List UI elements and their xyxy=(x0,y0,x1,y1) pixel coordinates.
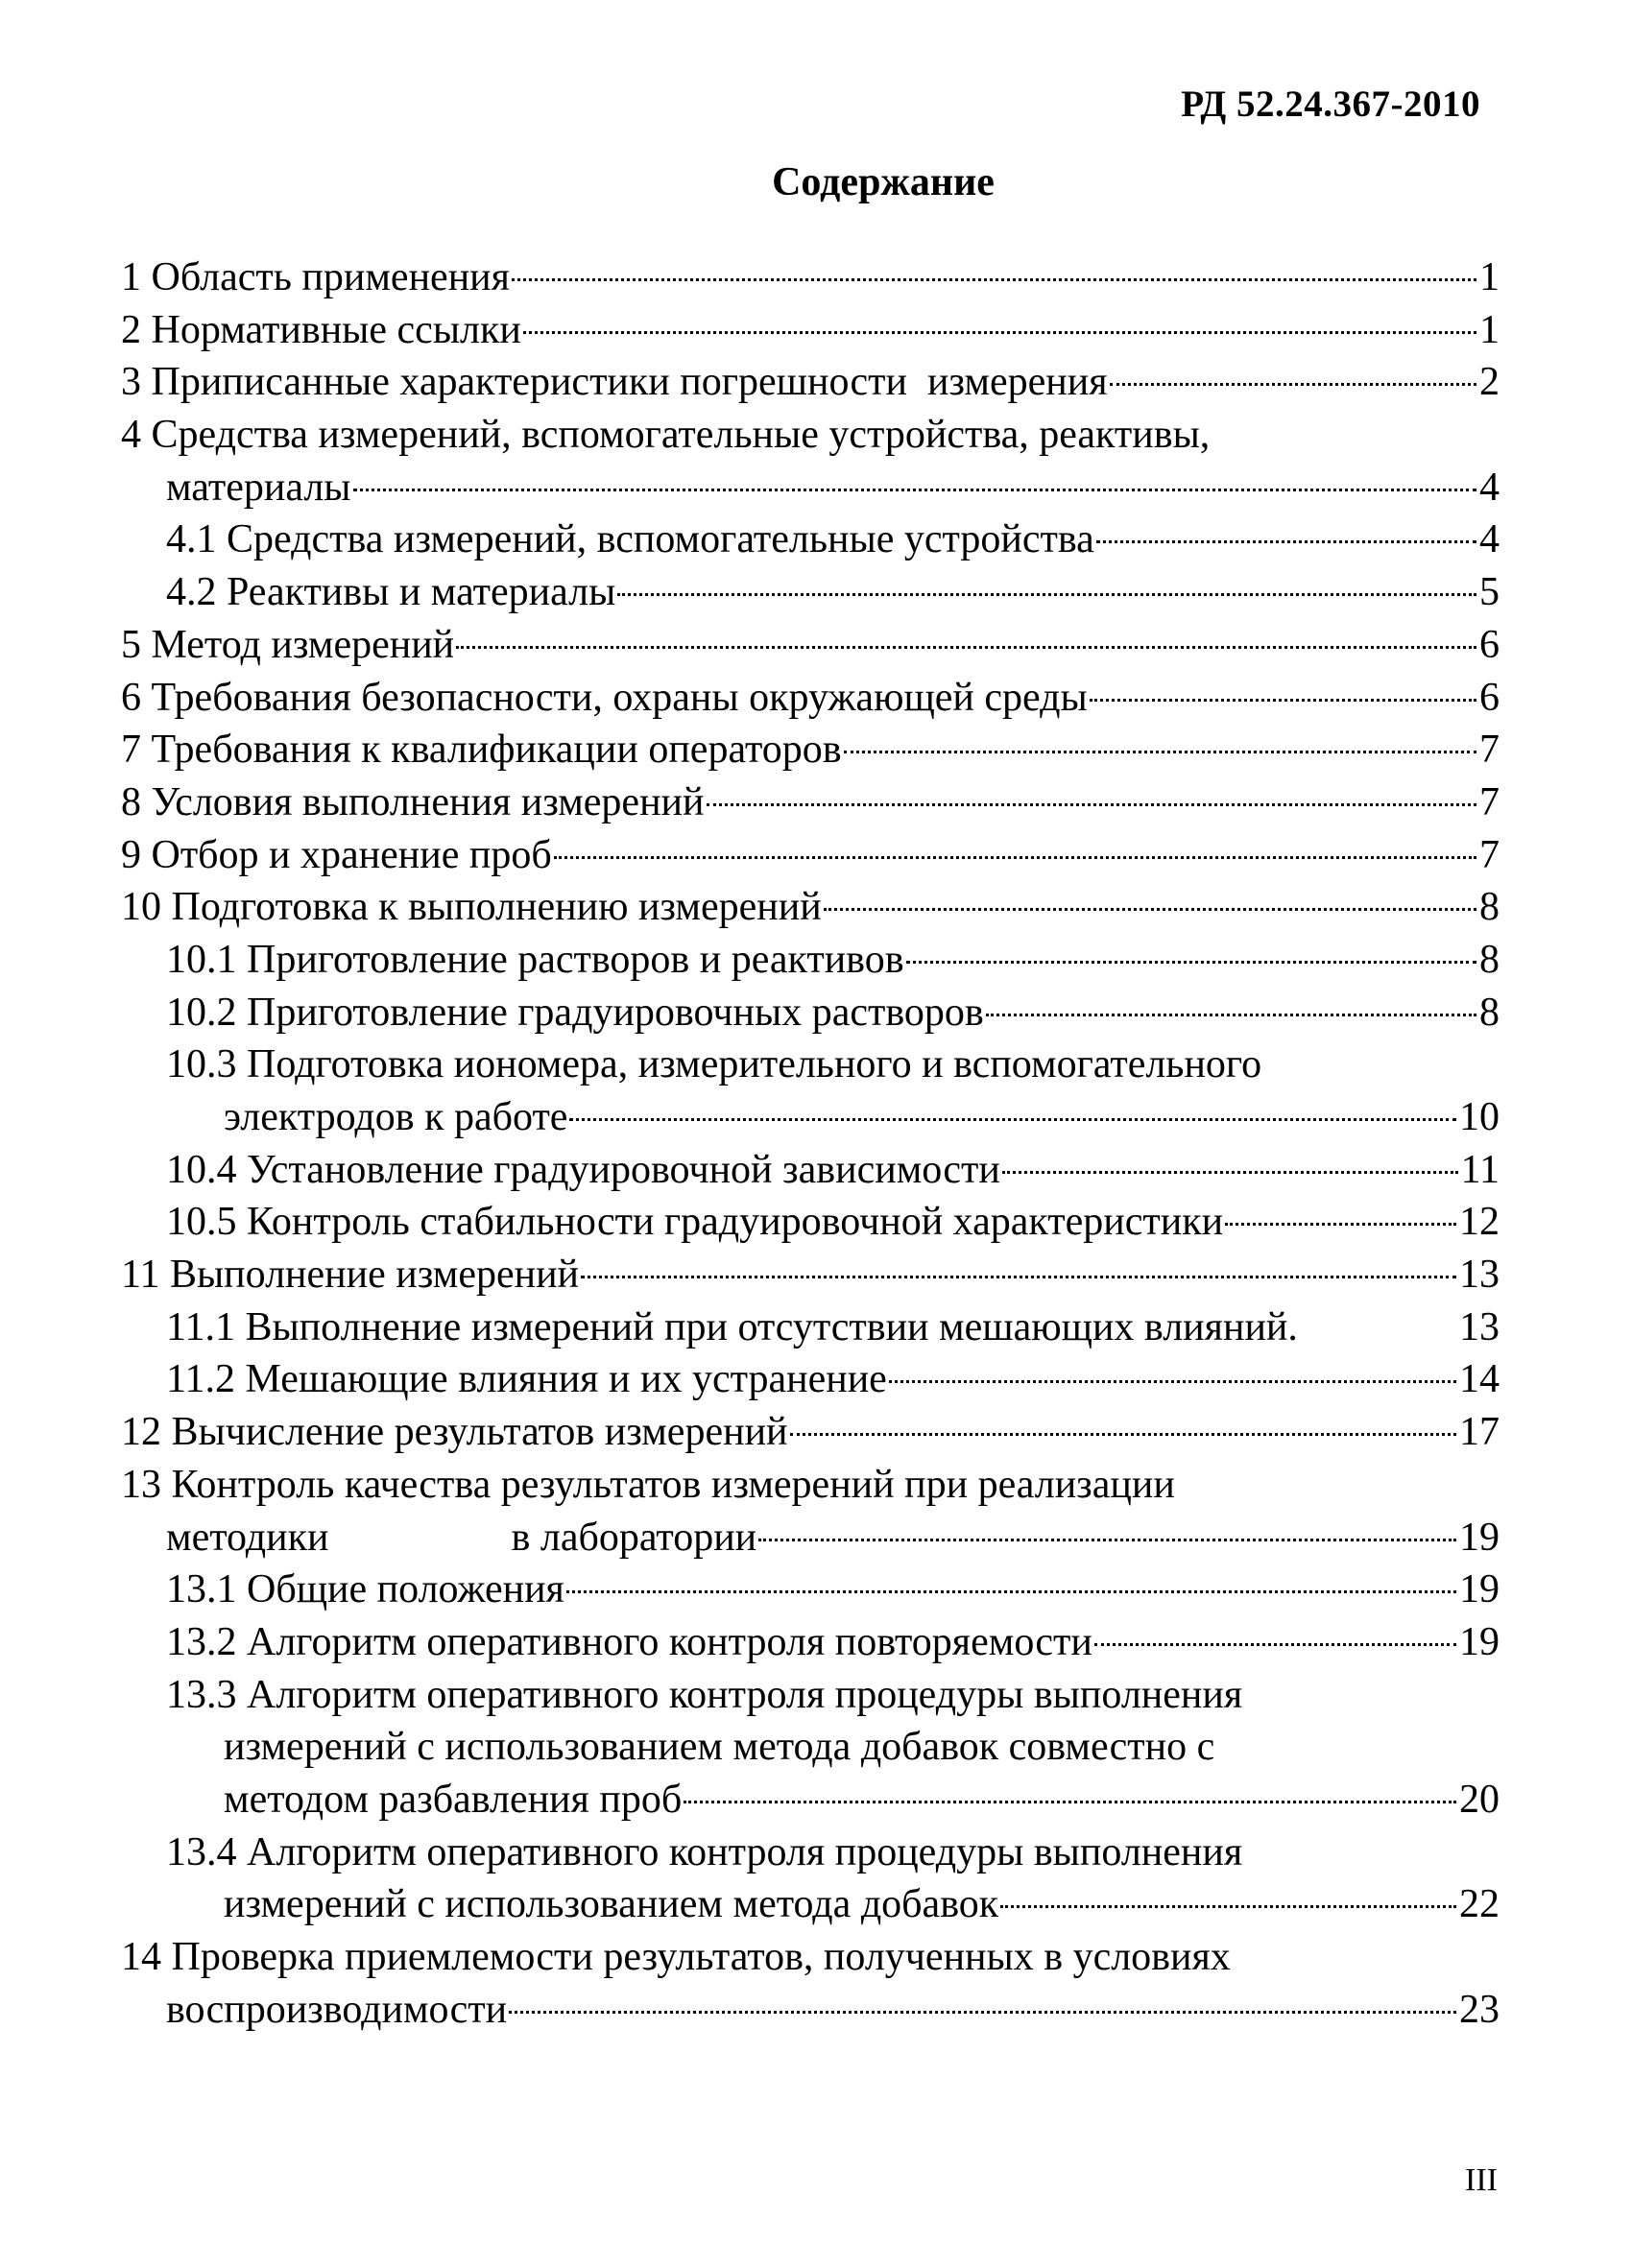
toc-page-number: 14 xyxy=(1459,1357,1500,1402)
toc-entry-text: 3 Приписанные характеристики погрешности измерения xyxy=(121,360,1108,405)
toc-entry[interactable] xyxy=(121,1406,1500,1459)
toc-title: Содержание xyxy=(772,160,995,204)
toc-entry-text: 4.2 Реактивы и материалы xyxy=(166,570,616,615)
toc-subentry[interactable] xyxy=(121,1039,1500,1091)
toc-subentry[interactable] xyxy=(121,1616,1500,1669)
toc-entry-text: измерений с использованием метода добавок совместно с xyxy=(224,1725,1215,1770)
toc-subentry[interactable] xyxy=(121,987,1500,1039)
toc-dot-leader xyxy=(1000,1905,1456,1908)
toc-entry-continuation[interactable] xyxy=(121,462,1500,514)
toc-page-number: 20 xyxy=(1459,1777,1500,1822)
toc-page-number: 10 xyxy=(1459,1095,1500,1139)
toc-dot-leader xyxy=(790,1433,1456,1436)
toc-dot-leader xyxy=(758,1539,1456,1541)
toc-entry-text: 4.1 Средства измерений, вспомогательные устройства xyxy=(166,517,1094,562)
toc-entry[interactable] xyxy=(121,1249,1500,1301)
toc-entry[interactable] xyxy=(121,829,1500,882)
toc-page-number: 13 xyxy=(1459,1253,1500,1298)
toc-subentry[interactable] xyxy=(121,934,1500,987)
toc-dot-leader xyxy=(566,1590,1456,1593)
toc-entry-text: 10.2 Приготовление градуировочных растворов xyxy=(166,990,984,1035)
toc-page-number: 8 xyxy=(1479,885,1500,930)
toc-entry[interactable] xyxy=(121,619,1500,672)
toc-dot-leader xyxy=(1090,699,1476,702)
toc-subentry-continuation[interactable] xyxy=(121,1721,1500,1774)
toc-entry-text: 11.2 Мешающие влияния и их устранение xyxy=(166,1357,887,1402)
toc-entry-continuation[interactable] xyxy=(121,1984,1500,2037)
toc-subentry[interactable] xyxy=(121,1301,1500,1354)
toc-dot-leader xyxy=(581,1276,1456,1278)
toc-page-number: 7 xyxy=(1479,728,1500,773)
toc-entry-text: электродов к работе xyxy=(224,1095,568,1139)
toc-entry-text: 10 Подготовка к выполнению измерений xyxy=(121,885,822,930)
toc-entry-text: 13.4 Алгоритм оперативного контроля процедуры выполнения xyxy=(166,1829,1243,1874)
toc-entry-text-tail: в лаборатории xyxy=(511,1515,757,1560)
toc-page-number: 6 xyxy=(1479,675,1500,720)
toc-entry-text: 10.4 Установление градуировочной зависимости xyxy=(166,1147,1000,1192)
toc-entry[interactable] xyxy=(121,672,1500,725)
toc-entry-text: 11 Выполнение измерений xyxy=(121,1253,580,1298)
toc-page-number: 1 xyxy=(1479,255,1500,299)
toc-page-number: 12 xyxy=(1459,1200,1500,1245)
toc-entry[interactable] xyxy=(121,304,1500,357)
toc-entry-text: 8 Условия выполнения измерений xyxy=(121,779,705,824)
toc-entry-text: 13.2 Алгоритм оперативного контроля повторяемости xyxy=(166,1619,1092,1664)
toc-entry[interactable] xyxy=(121,881,1500,934)
toc-entry-text: 2 Нормативные ссылки xyxy=(121,307,521,352)
toc-page-number: 2 xyxy=(1479,360,1500,405)
toc-entry-text: 9 Отбор и хранение проб xyxy=(121,832,552,877)
toc-page-number: 6 xyxy=(1479,622,1500,667)
toc-dot-leader xyxy=(569,1118,1456,1121)
toc-entry[interactable] xyxy=(121,1459,1500,1512)
toc-subentry[interactable] xyxy=(121,1144,1500,1197)
toc-dot-leader xyxy=(986,1014,1476,1016)
toc-entry-text: 10.1 Приготовление растворов и реактивов xyxy=(166,937,904,982)
toc-entry-text: 10.3 Подготовка иономера, измерительного и вспомогательного xyxy=(166,1042,1262,1087)
toc-page-number: 8 xyxy=(1479,937,1500,982)
toc-entry-text: методики xyxy=(166,1515,329,1560)
toc-page-number: 19 xyxy=(1459,1515,1500,1560)
toc-dot-leader xyxy=(889,1380,1456,1383)
toc-dot-leader xyxy=(824,908,1476,911)
toc-page-number: 13 xyxy=(1459,1304,1500,1349)
toc-entry-text: 6 Требования безопасности, охраны окружающей среды xyxy=(121,675,1088,720)
toc-page-number: 22 xyxy=(1459,1882,1500,1927)
document-code: РД 52.24.367-2010 xyxy=(1181,84,1480,125)
toc-subentry[interactable] xyxy=(121,1564,1500,1616)
toc-entry-text: 12 Вычисление результатов измерений xyxy=(121,1410,788,1455)
toc-dot-leader xyxy=(1225,1223,1456,1226)
toc-entry-text: 1 Область применения xyxy=(121,255,510,299)
toc-dot-leader xyxy=(707,803,1476,806)
toc-entry-text: 13.3 Алгоритм оперативного контроля процедуры выполнения xyxy=(166,1672,1243,1717)
toc-entry-text: 14 Проверка приемлемости результатов, полученных в условиях xyxy=(121,1935,1231,1979)
toc-dot-leader xyxy=(906,961,1476,964)
toc-entry[interactable] xyxy=(121,409,1500,462)
toc-entry[interactable] xyxy=(121,356,1500,409)
toc-dot-leader xyxy=(617,593,1476,596)
toc-page-number: 4 xyxy=(1479,517,1500,562)
table-of-contents xyxy=(121,251,1500,2036)
toc-page-number: 7 xyxy=(1479,779,1500,824)
toc-subentry[interactable] xyxy=(121,1669,1500,1722)
toc-dot-leader xyxy=(1094,1643,1456,1646)
toc-page-number: 19 xyxy=(1459,1619,1500,1664)
toc-dot-leader xyxy=(1110,383,1476,386)
toc-entry-continuation[interactable] xyxy=(121,1512,1500,1564)
toc-entry[interactable] xyxy=(121,1931,1500,1984)
toc-subentry[interactable] xyxy=(121,513,1500,566)
toc-subentry[interactable] xyxy=(121,1353,1500,1406)
toc-dot-leader xyxy=(523,331,1476,334)
toc-dot-leader xyxy=(554,856,1476,859)
toc-subentry[interactable] xyxy=(121,1826,1500,1879)
toc-page-number: 17 xyxy=(1459,1410,1500,1455)
toc-dot-leader xyxy=(456,646,1476,649)
toc-entry-text: 7 Требования к квалификации операторов xyxy=(121,728,842,773)
toc-entry-text: 13.1 Общие положения xyxy=(166,1567,564,1612)
toc-entry-text: 10.5 Контроль стабильности градуировочной характеристики xyxy=(166,1200,1224,1245)
toc-entry-text: 11.1 Выполнение измерений при отсутствии мешающих влияний. xyxy=(166,1304,1298,1349)
toc-entry-text: 13 Контроль качества результатов измерений при реализации xyxy=(121,1462,1175,1507)
toc-dot-leader xyxy=(1002,1171,1458,1174)
toc-dot-leader xyxy=(1096,540,1476,543)
toc-subentry-continuation[interactable] xyxy=(121,1774,1500,1826)
toc-entry-text: материалы xyxy=(166,465,351,510)
toc-page-number: 1 xyxy=(1479,307,1500,352)
toc-entry[interactable] xyxy=(121,724,1500,776)
toc-entry[interactable] xyxy=(121,251,1500,304)
toc-dot-leader xyxy=(353,489,1476,491)
toc-page-number: 23 xyxy=(1459,1987,1500,2032)
page-number: III xyxy=(1465,2162,1498,2198)
toc-entry-text: 4 Средства измерений, вспомогательные устройства, реактивы, xyxy=(121,413,1211,458)
toc-dot-leader xyxy=(509,2011,1456,2014)
toc-entry-text: измерений с использованием метода добавок xyxy=(224,1882,999,1927)
toc-page-number: 4 xyxy=(1479,465,1500,510)
toc-dot-leader xyxy=(684,1801,1456,1803)
toc-entry[interactable] xyxy=(121,776,1500,829)
toc-subentry[interactable] xyxy=(121,1196,1500,1249)
toc-dot-leader xyxy=(844,751,1476,753)
toc-entry-text: воспроизводимости xyxy=(166,1987,508,2032)
toc-subentry-continuation[interactable] xyxy=(121,1878,1500,1931)
toc-page-number: 8 xyxy=(1479,990,1500,1035)
toc-page-number: 5 xyxy=(1479,570,1500,615)
toc-dot-leader xyxy=(512,278,1476,281)
toc-page-number: 7 xyxy=(1479,832,1500,877)
toc-page-number: 19 xyxy=(1459,1567,1500,1612)
toc-subentry-continuation[interactable] xyxy=(121,1091,1500,1144)
toc-subentry[interactable] xyxy=(121,566,1500,619)
toc-page-number: 11 xyxy=(1460,1147,1500,1192)
toc-entry-text: методом разбавления проб xyxy=(224,1777,683,1822)
toc-entry-text: 5 Метод измерений xyxy=(121,622,455,667)
